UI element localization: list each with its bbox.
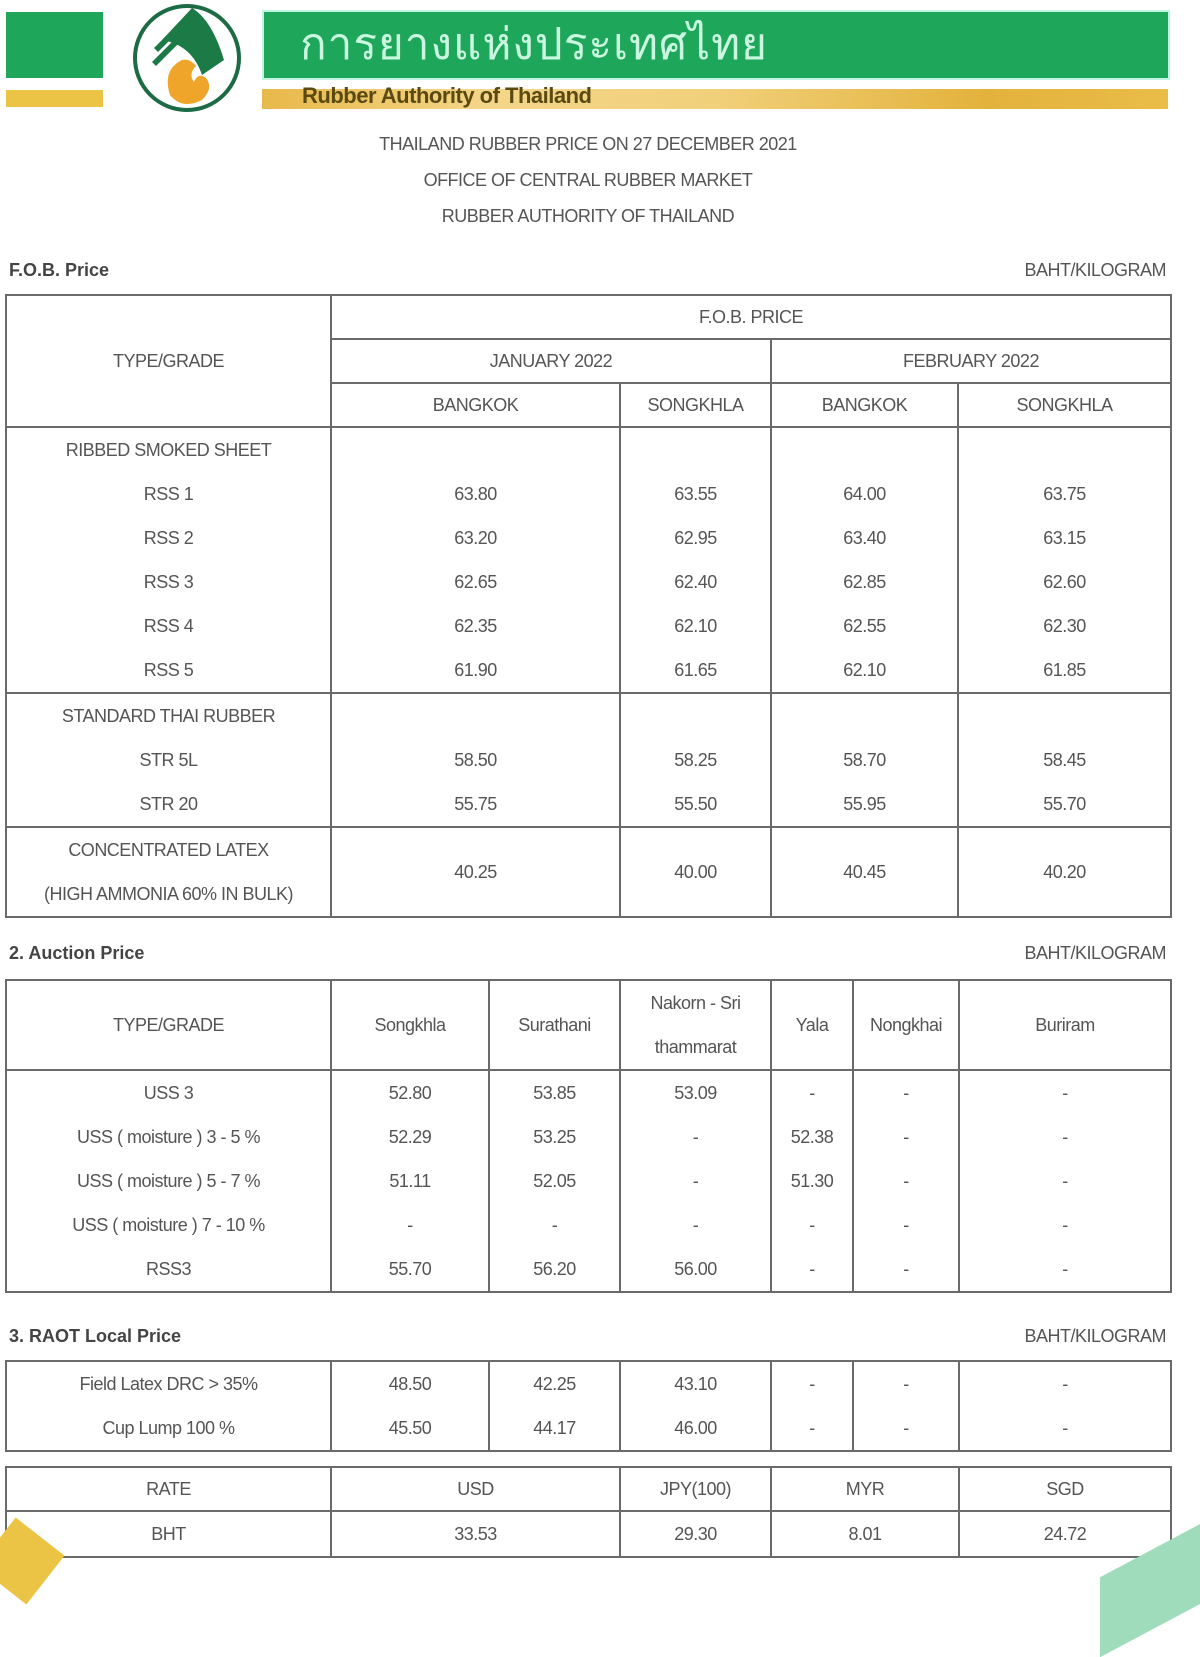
local-body: [6, 1361, 1171, 1451]
fob-value: 62.40: [674, 572, 717, 592]
rate-header-label: RATE: [6, 1467, 331, 1511]
fob-value: 62.60: [1043, 572, 1086, 592]
auction-grade: USS ( moisture ) 3 - 5 %: [76, 1127, 261, 1147]
fob-value-cell: [331, 693, 620, 827]
fob-value: 55.70: [1043, 794, 1086, 814]
fob-unit-label: BAHT/KILOGRAM: [1024, 260, 1166, 280]
fob-group-name: STANDARD THAI RUBBER: [61, 706, 276, 726]
auction-value: -: [692, 1171, 699, 1191]
fob-grade: RSS 1: [143, 484, 194, 504]
fob-value-cell: [771, 427, 958, 693]
auction-header-type-grade: TYPE/GRADE: [6, 980, 331, 1070]
auction-value: -: [1062, 1127, 1068, 1147]
report-title: THAILAND RUBBER PRICE ON 27 DECEMBER 2021: [379, 134, 797, 154]
header-green-block: [6, 12, 103, 78]
fob-value: 61.65: [674, 660, 717, 680]
auction-value: -: [1062, 1215, 1068, 1235]
auction-value: -: [809, 1215, 815, 1235]
fob-grade-cell: [6, 693, 331, 827]
fob-value: 55.95: [843, 794, 886, 814]
local-value: -: [809, 1374, 815, 1394]
local-value: 44.17: [533, 1418, 576, 1438]
local-value-cell: [620, 1361, 771, 1451]
report-authority: RUBBER AUTHORITY OF THAILAND: [441, 206, 735, 226]
fob-group-name: CONCENTRATED LATEX: [68, 840, 269, 860]
fob-value: 62.10: [843, 660, 886, 680]
fob-section-title: F.O.B. Price: [9, 260, 110, 280]
fob-value: 63.20: [454, 528, 497, 548]
org-name-english: Rubber Authority of Thailand: [302, 83, 592, 108]
report-office: OFFICE OF CENTRAL RUBBER MARKET: [423, 170, 753, 190]
local-value-cell: [489, 1361, 620, 1451]
fob-value: 62.65: [454, 572, 497, 592]
fob-value: 63.40: [843, 528, 886, 548]
auction-price-table: [5, 979, 1172, 1293]
local-grade: Field Latex DRC > 35%: [79, 1374, 258, 1394]
fob-value: 62.55: [843, 616, 886, 636]
auction-value: 55.70: [388, 1259, 432, 1279]
fob-header-port: SONGKHLA: [958, 383, 1171, 427]
fob-value: 62.30: [1043, 616, 1086, 636]
fob-value: 63.80: [454, 484, 497, 504]
fob-header-month-jan: JANUARY 2022: [331, 339, 771, 383]
auction-value-cell: [853, 1070, 959, 1292]
auction-value: 53.25: [533, 1127, 576, 1147]
rate-value: 24.72: [959, 1511, 1171, 1557]
auction-value: -: [903, 1215, 909, 1235]
auction-value: 56.00: [674, 1259, 717, 1279]
fob-value: 63.15: [1043, 528, 1086, 548]
fob-grade: STR 5L: [139, 750, 198, 770]
local-value: -: [809, 1418, 815, 1438]
fob-value: 62.85: [843, 572, 886, 592]
auction-value: -: [692, 1215, 699, 1235]
fob-group-str: [6, 693, 1171, 827]
local-value: -: [903, 1418, 909, 1438]
fob-value: 58.50: [454, 750, 497, 770]
auction-value: 52.05: [533, 1171, 576, 1191]
raot-logo-icon: [132, 0, 242, 118]
org-name-thai: การยางแห่งประเทศไทย: [300, 19, 768, 70]
fob-group-subname: (HIGH AMMONIA 60% IN BULK): [43, 884, 294, 904]
fob-grade: RSS 3: [143, 572, 194, 592]
auction-value: -: [1062, 1171, 1068, 1191]
auction-value: 53.85: [533, 1083, 576, 1103]
fob-value-cell: [958, 693, 1171, 827]
auction-value-cell: [959, 1070, 1171, 1292]
exchange-rate-table: [5, 1466, 1172, 1558]
auction-value: -: [1062, 1083, 1068, 1103]
fob-value: 64.00: [843, 484, 886, 504]
local-value-cell: [959, 1361, 1171, 1451]
auction-grade: RSS3: [145, 1259, 192, 1279]
fob-value: 40.20: [958, 827, 1171, 917]
local-price-table: [5, 1360, 1172, 1452]
fob-header-month-feb: FEBRUARY 2022: [771, 339, 1171, 383]
fob-grade: RSS 4: [143, 616, 194, 636]
auction-value: -: [551, 1215, 558, 1235]
local-unit-label: BAHT/KILOGRAM: [1024, 1326, 1166, 1346]
auction-header-market: Surathani: [489, 980, 620, 1070]
auction-value-cell: [771, 1070, 853, 1292]
auction-unit-label: BAHT/KILOGRAM: [1024, 943, 1166, 963]
local-value-cell: [331, 1361, 489, 1451]
fob-header-port: BANGKOK: [331, 383, 620, 427]
auction-value: -: [809, 1083, 815, 1103]
auction-section-title: 2. Auction Price: [9, 943, 145, 963]
local-value: 42.25: [533, 1374, 576, 1394]
auction-value: -: [903, 1127, 909, 1147]
auction-header-market: Songkhla: [331, 980, 489, 1070]
local-value: -: [1062, 1418, 1068, 1438]
fob-group-latex: [6, 827, 1171, 917]
local-section-title: 3. RAOT Local Price: [9, 1326, 182, 1346]
fob-value: 62.95: [674, 528, 717, 548]
auction-value: -: [903, 1083, 909, 1103]
auction-value: 52.29: [388, 1127, 432, 1147]
rate-header-currency: SGD: [959, 1467, 1171, 1511]
fob-value: 62.10: [674, 616, 717, 636]
fob-header-port: SONGKHLA: [620, 383, 771, 427]
fob-grade: RSS 2: [143, 528, 194, 548]
auction-value: 52.80: [388, 1083, 432, 1103]
fob-header-type-grade: TYPE/GRADE: [6, 295, 331, 427]
auction-value: 51.11: [389, 1171, 431, 1191]
local-value: -: [903, 1374, 909, 1394]
local-value-cell: [771, 1361, 853, 1451]
fob-value: 40.25: [331, 827, 620, 917]
fob-value: 40.00: [620, 827, 771, 917]
fob-value: 58.70: [843, 750, 886, 770]
auction-value: -: [809, 1259, 815, 1279]
auction-header-market: Nongkhai: [853, 980, 959, 1070]
rate-header-currency: MYR: [771, 1467, 959, 1511]
fob-value: 55.50: [674, 794, 717, 814]
fob-value-cell: [771, 693, 958, 827]
fob-value: 62.35: [454, 616, 497, 636]
local-grade: Cup Lump 100 %: [102, 1418, 235, 1438]
auction-header-market: Buriram: [959, 980, 1171, 1070]
auction-value-cell: [489, 1070, 620, 1292]
auction-header-market: Nakorn - Sri thammarat: [620, 980, 771, 1070]
fob-value-cell: [958, 427, 1171, 693]
rate-header-currency: JPY(100): [620, 1467, 771, 1511]
fob-grade: RSS 5: [143, 660, 194, 680]
local-grade-cell: [6, 1361, 331, 1451]
auction-grade: USS ( moisture ) 5 - 7 %: [76, 1171, 261, 1191]
fob-group-rss: [6, 427, 1171, 693]
fob-value: 63.55: [674, 484, 717, 504]
auction-value: -: [903, 1259, 909, 1279]
fob-price-table: [5, 294, 1172, 918]
fob-grade: STR 20: [139, 794, 198, 814]
fob-group-name: RIBBED SMOKED SHEET: [65, 440, 272, 460]
fob-value: 63.75: [1043, 484, 1086, 504]
fob-value: 61.90: [454, 660, 497, 680]
local-value: 48.50: [388, 1374, 432, 1394]
auction-value-cell: [331, 1070, 489, 1292]
rate-row-label: BHT: [6, 1511, 331, 1557]
auction-value: -: [407, 1215, 413, 1235]
rate-value: 8.01: [771, 1511, 959, 1557]
auction-value-cell: [620, 1070, 771, 1292]
fob-grade-cell: [6, 827, 331, 917]
auction-grade: USS 3: [143, 1083, 194, 1103]
auction-value: 52.38: [790, 1127, 834, 1147]
auction-body: [6, 1070, 1171, 1292]
fob-grade-cell: [6, 427, 331, 693]
auction-value: 56.20: [533, 1259, 576, 1279]
auction-value: -: [1062, 1259, 1068, 1279]
rate-value: 29.30: [620, 1511, 771, 1557]
header-gold-block: [6, 90, 103, 107]
local-value: 43.10: [674, 1374, 717, 1394]
auction-grade-cell: [6, 1070, 331, 1292]
rate-value: 33.53: [331, 1511, 620, 1557]
local-value: -: [1062, 1374, 1068, 1394]
fob-value: 58.45: [1043, 750, 1086, 770]
fob-value-cell: [620, 693, 771, 827]
fob-value: 58.25: [674, 750, 717, 770]
fob-value: 40.45: [771, 827, 958, 917]
fob-header-price: F.O.B. PRICE: [331, 295, 1171, 339]
auction-value: 51.30: [790, 1171, 834, 1191]
fob-header-port: BANGKOK: [771, 383, 958, 427]
auction-grade: USS ( moisture ) 7 - 10 %: [72, 1215, 265, 1235]
fob-value: 55.75: [454, 794, 497, 814]
local-value: 46.00: [674, 1418, 717, 1438]
auction-value: -: [692, 1127, 699, 1147]
fob-value-cell: [620, 427, 771, 693]
auction-header-market: Yala: [771, 980, 853, 1070]
fob-value-cell: [331, 427, 620, 693]
fob-value: 61.85: [1043, 660, 1086, 680]
local-value: 45.50: [388, 1418, 432, 1438]
local-value-cell: [853, 1361, 959, 1451]
auction-value: -: [903, 1171, 909, 1191]
rate-header-currency: USD: [331, 1467, 620, 1511]
auction-value: 53.09: [674, 1083, 717, 1103]
